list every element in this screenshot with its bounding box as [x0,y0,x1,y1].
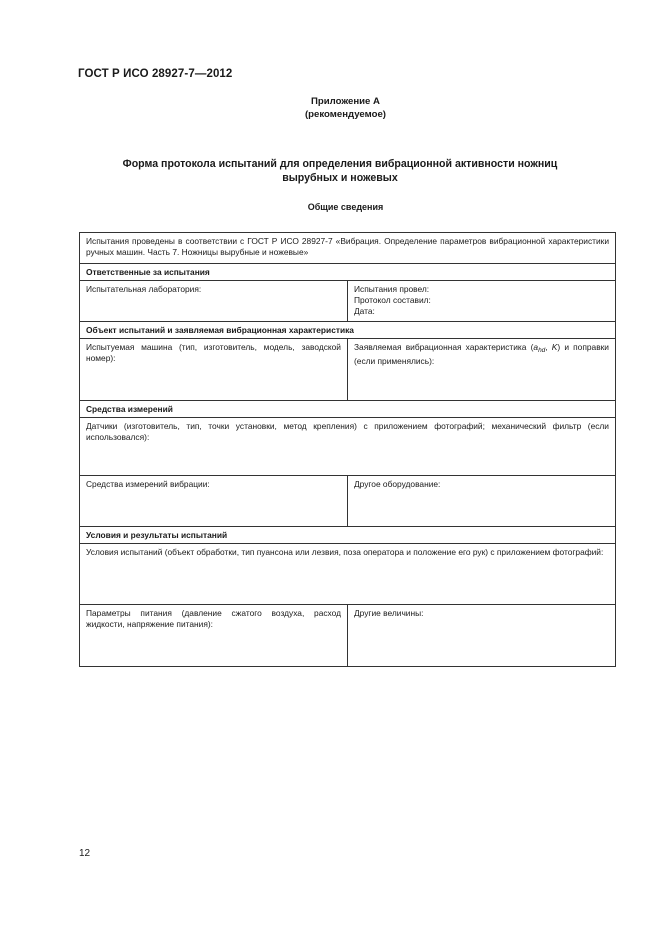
declared-a-symbol: a [533,342,539,352]
section-caption-text: Общие сведения [307,202,384,212]
declared-prefix: Заявляемая вибрационная характеристика ( [354,342,534,352]
document-code: ГОСТ Р ИСО 28927-7—2012 [78,68,233,80]
test-conditions-field[interactable]: Условия испытаний (объект обработки, тип пуансона или лезвия, поза оператора и положение его рук) с приложением фотографий: [80,544,616,605]
object-heading-row [80,322,616,339]
responsible-row [80,281,616,322]
date-label: Дата: [354,306,375,316]
test-report-form [79,232,616,667]
sensors-row [80,418,616,476]
responsible-persons-field[interactable] [348,281,616,322]
annex-title: Приложение А [311,96,380,107]
declared-separator: , [545,342,552,352]
power-row [80,605,616,667]
conducted-by-label: Испытания провел: [354,284,430,294]
intro-cell: Испытания проведены в соответствии с ГОСТ Р ИСО 28927-7 «Вибрация. Определение параметров вибрационной характеристики ручных машин. Часть 7. Ножницы вырубные и ножевые» [80,233,616,264]
report-by-label: Протокол составил: [354,295,431,305]
declared-k-symbol: K [551,342,558,352]
intro-row [80,233,616,264]
declared-suffix: ) и поправки (если применялись): [354,342,609,366]
test-conditions-row [80,544,616,605]
lab-field[interactable]: Испытательная лаборатория: [80,281,348,322]
responsible-heading-row [80,264,616,281]
declared-subscript: hd [538,347,546,354]
declared-value-field[interactable] [348,339,616,401]
instruments-heading-row [80,401,616,418]
conditions-heading-row [80,527,616,544]
instruments-heading: Средства измерений [80,401,616,418]
power-params-field[interactable]: Параметры питания (давление сжатого воздуха, расход жидкости, напряжение питания): [80,605,348,667]
sensors-field[interactable]: Датчики (изготовитель, тип, точки установки, метод крепления) с приложением фотографий; механический фильтр (если использовался): [80,418,616,476]
vibration-instruments-field[interactable]: Средства измерений вибрации: [80,476,348,527]
other-values-field[interactable]: Другие величины: [348,605,616,667]
object-heading: Объект испытаний и заявляемая вибрационная характеристика [80,322,616,339]
section-caption [0,202,661,212]
annex-heading [0,95,661,121]
annex-status: (рекомендуемое) [304,109,386,120]
form-title: Форма протокола испытаний для определения вибрационной активности ножниц вырубных и ножевых [122,158,558,184]
machine-field[interactable]: Испытуемая машина (тип, изготовитель, модель, заводской номер): [80,339,348,401]
page-number: 12 [79,848,91,859]
other-equipment-field[interactable]: Другое оборудование: [348,476,616,527]
object-row [80,339,616,401]
instruments-row [80,476,616,527]
conditions-heading: Условия и результаты испытаний [80,527,616,544]
responsible-heading: Ответственные за испытания [80,264,616,281]
